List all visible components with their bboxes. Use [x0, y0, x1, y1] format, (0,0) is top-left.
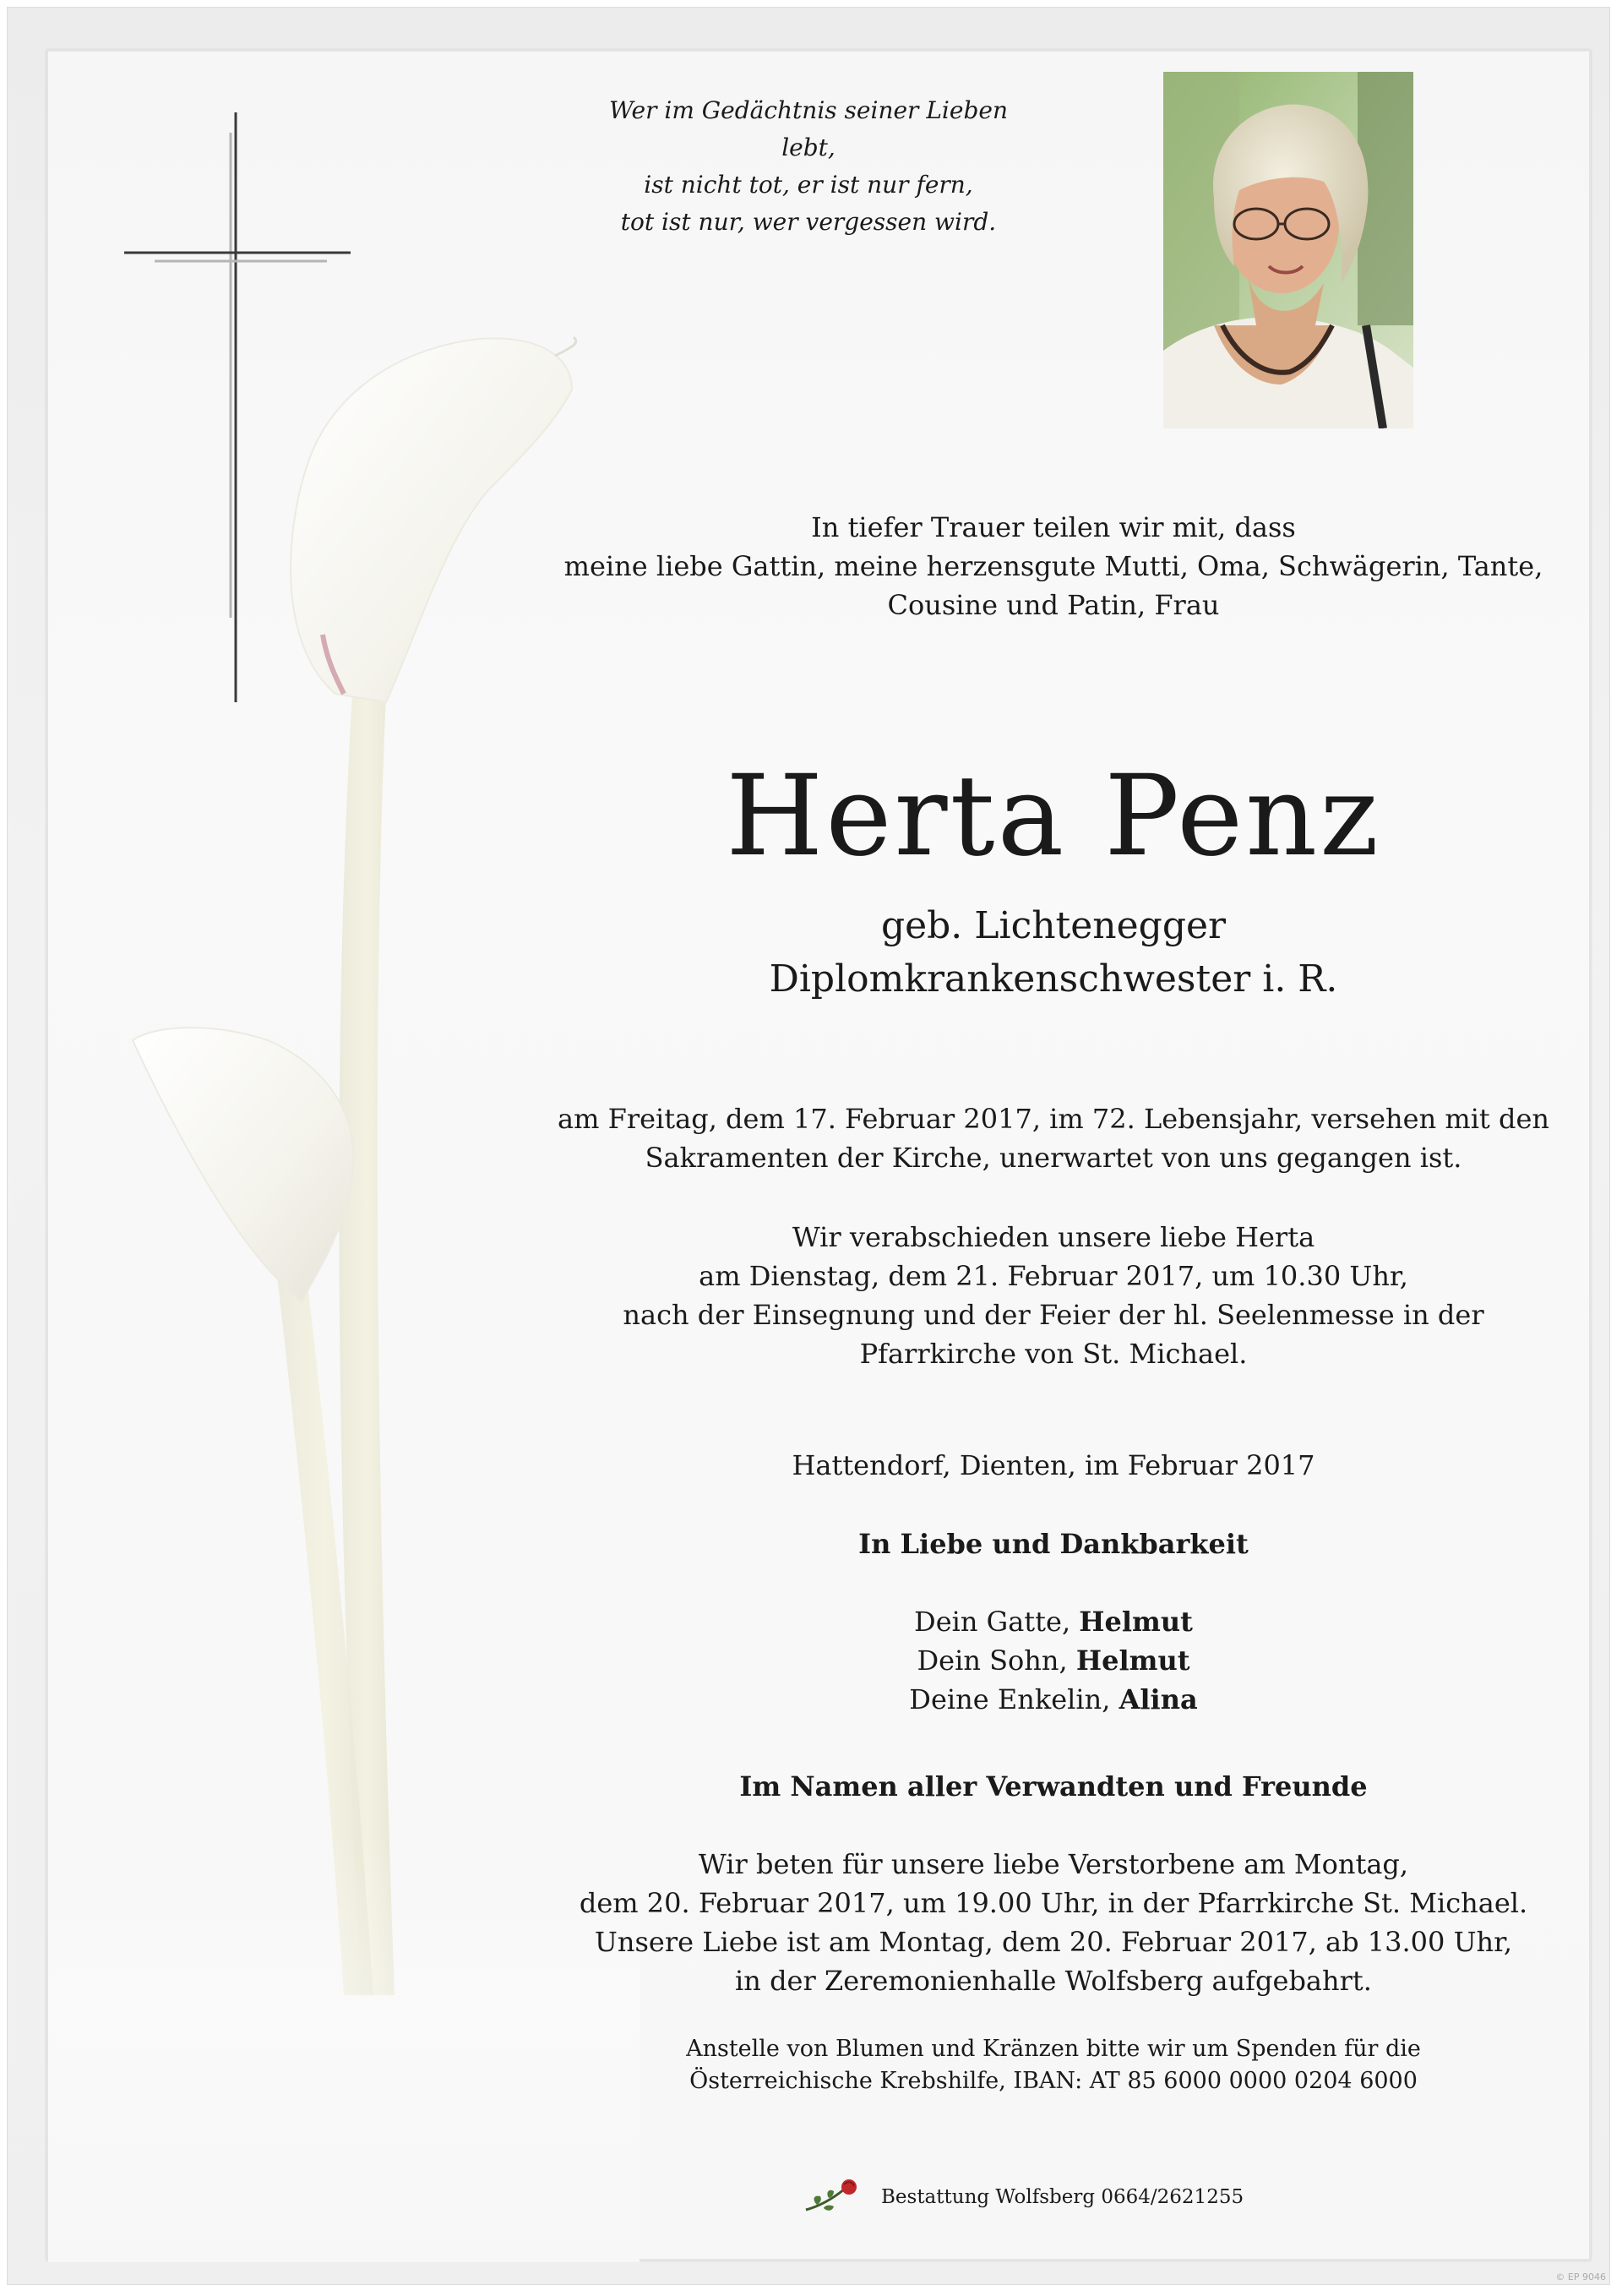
maiden-name: geb. Lichtenegger	[880, 904, 1227, 947]
place-date: Hattendorf, Dienten, im Februar 2017	[792, 1449, 1315, 1481]
farewell-line: nach der Einsegnung und der Feier der hl. Seelenmesse in der	[623, 1299, 1484, 1331]
intro-line: Cousine und Patin, Frau	[887, 589, 1220, 621]
farewell-line: Wir verabschieden unsere liebe Herta	[792, 1221, 1315, 1253]
prayer-line: Wir beten für unsere liebe Verstorbene am Montag,	[698, 1848, 1409, 1880]
prayer-notice	[504, 1845, 1603, 2000]
intro-line: In tiefer Trauer teilen wir mit, dass	[811, 511, 1296, 543]
donation-notice	[504, 2033, 1603, 2097]
family-member	[504, 1680, 1603, 1719]
death-notice	[504, 1099, 1603, 1177]
quote-line: tot ist nur, wer vergessen wird.	[620, 208, 997, 236]
quote-line: Wer im Gedächtnis seiner Lieben lebt,	[609, 96, 1008, 161]
document-code: © EP 9046	[1555, 2271, 1606, 2282]
prayer-line: Unsere Liebe ist am Montag, dem 20. Februar 2017, ab 13.00 Uhr,	[594, 1926, 1513, 1958]
prayer-line: dem 20. Februar 2017, um 19.00 Uhr, in der Pfarrkirche St. Michael.	[579, 1887, 1528, 1919]
prayer-line: in der Zeremonienhalle Wolfsberg aufgebahrt.	[735, 1965, 1372, 1997]
member-name: Alina	[1119, 1683, 1198, 1715]
obituary-card	[46, 50, 1591, 2261]
cross-icon	[48, 52, 386, 728]
family-member	[504, 1602, 1603, 1641]
family-list	[504, 1602, 1603, 1719]
funeral-home-contact: Bestattung Wolfsberg 0664/2621255	[881, 2186, 1244, 2208]
profession: Diplomkrankenschwester i. R.	[769, 957, 1338, 1001]
member-name: Helmut	[1075, 1644, 1190, 1677]
relatives-line: Im Namen aller Verwandten und Freunde	[739, 1770, 1368, 1802]
portrait-photo	[1163, 72, 1413, 428]
relation: Deine Enkelin,	[909, 1683, 1119, 1715]
farewell-line: am Dienstag, dem 21. Februar 2017, um 10.30 Uhr,	[699, 1260, 1408, 1292]
farewell-line: Pfarrkirche von St. Michael.	[859, 1338, 1248, 1370]
farewell-notice	[504, 1218, 1603, 1373]
donation-line: Anstelle von Blumen und Kränzen bitte wir um Spenden für die	[686, 2036, 1421, 2062]
death-line: Sakramenten der Kirche, unerwartet von uns gegangen ist.	[645, 1142, 1462, 1174]
page-frame	[7, 7, 1610, 2285]
donation-line: Österreichische Krebshilfe, IBAN: AT 85 6000 0000 0204 6000	[689, 2068, 1418, 2094]
memorial-quote	[589, 92, 1028, 241]
rose-icon	[802, 2174, 869, 2217]
family-member	[504, 1641, 1603, 1680]
gratitude-line: In Liebe und Dankbarkeit	[858, 1528, 1249, 1560]
relation: Dein Gatte,	[914, 1606, 1080, 1638]
death-line: am Freitag, dem 17. Februar 2017, im 72. Lebensjahr, versehen mit den	[558, 1103, 1549, 1135]
member-name: Helmut	[1079, 1606, 1193, 1638]
relation: Dein Sohn,	[917, 1644, 1076, 1677]
intro-text	[504, 508, 1603, 624]
quote-line: ist nicht tot, er ist nur fern,	[644, 171, 973, 199]
deceased-name: Herta Penz	[726, 751, 1381, 881]
footer	[758, 2174, 1265, 2225]
intro-line: meine liebe Gattin, meine herzensgute Mutti, Oma, Schwägerin, Tante,	[563, 550, 1543, 582]
